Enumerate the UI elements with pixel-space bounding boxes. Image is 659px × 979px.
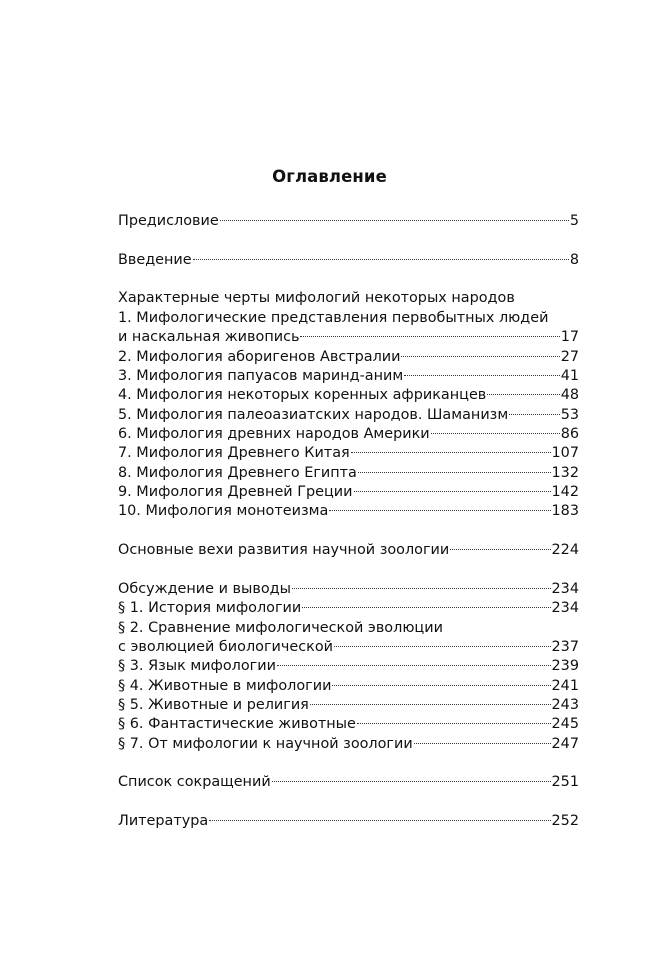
toc-entry-title: 7. Мифология Древнего Китая bbox=[118, 445, 350, 461]
toc-dot-leader bbox=[302, 607, 550, 608]
toc-dot-leader bbox=[310, 704, 551, 705]
toc-page-number: 243 bbox=[551, 697, 579, 713]
toc-entry-title: § 5. Животные и религия bbox=[118, 697, 309, 713]
toc-entry bbox=[118, 367, 579, 386]
toc-entry bbox=[118, 599, 579, 618]
toc-dot-leader bbox=[401, 356, 559, 357]
toc-entry-title: Введение bbox=[118, 252, 192, 268]
toc-dot-leader bbox=[334, 646, 551, 647]
toc-entry bbox=[118, 483, 579, 502]
toc-entry bbox=[118, 309, 579, 328]
toc-entry bbox=[118, 638, 579, 657]
toc-page-number: 247 bbox=[551, 736, 579, 752]
toc-entry bbox=[118, 328, 579, 347]
toc-entry-title: § 6. Фантастические животные bbox=[118, 716, 356, 732]
toc-entry bbox=[118, 580, 579, 599]
toc-entry-title: Список сокращений bbox=[118, 774, 271, 790]
toc-page-number: 142 bbox=[551, 484, 579, 500]
toc-entry bbox=[118, 696, 579, 715]
toc-dot-leader bbox=[414, 743, 551, 744]
toc-page-number: 41 bbox=[560, 368, 579, 384]
toc-entry bbox=[118, 464, 579, 483]
toc-entry-title: Характерные черты мифологий некоторых народов bbox=[118, 290, 515, 306]
toc-page-number: 8 bbox=[569, 252, 579, 268]
toc-entry-title: § 7. От мифологии к научной зоологии bbox=[118, 736, 413, 752]
toc-page-number: 251 bbox=[551, 774, 579, 790]
toc-entry-title: 3. Мифология папуасов маринд-аним bbox=[118, 368, 404, 384]
toc-page-number: 252 bbox=[551, 813, 579, 829]
toc-entry bbox=[118, 735, 579, 754]
toc-entry-title: 10. Мифология монотеизма bbox=[118, 503, 329, 519]
toc-dot-leader bbox=[351, 452, 551, 453]
toc-dot-leader bbox=[431, 433, 560, 434]
toc-dot-leader bbox=[487, 394, 559, 395]
toc-page-number: 48 bbox=[560, 387, 579, 403]
toc-page-number: 234 bbox=[551, 581, 579, 597]
toc-entry-title: Основные вехи развития научной зоологии bbox=[118, 542, 450, 558]
toc-dot-leader bbox=[358, 472, 551, 473]
toc-entry bbox=[118, 715, 579, 734]
toc-page-number: 17 bbox=[560, 329, 579, 345]
toc-entry bbox=[118, 212, 579, 231]
toc-entry-title: 9. Мифология Древней Греции bbox=[118, 484, 353, 500]
toc-entry-title: 1. Мифологические представления первобытных людей bbox=[118, 310, 549, 326]
toc-dot-leader bbox=[329, 510, 550, 511]
toc-entry-title: Обсуждение и выводы bbox=[118, 581, 291, 597]
toc-entry-title: и наскальная живопись bbox=[118, 329, 300, 345]
toc-entry-title: 8. Мифология Древнего Египта bbox=[118, 465, 357, 481]
toc-page-number: 53 bbox=[560, 407, 579, 423]
toc-dot-leader bbox=[220, 220, 569, 221]
toc-page-number: 107 bbox=[551, 445, 579, 461]
toc-entry-title: 2. Мифология аборигенов Австралии bbox=[118, 349, 401, 365]
toc-entry-title: § 1. История мифологии bbox=[118, 600, 302, 616]
toc-entry bbox=[118, 773, 579, 792]
toc-entry-title: § 4. Животные в мифологии bbox=[118, 678, 332, 694]
toc-entry-title: Предисловие bbox=[118, 213, 219, 229]
toc-entry-title: 6. Мифология древних народов Америки bbox=[118, 426, 430, 442]
toc-dot-leader bbox=[509, 414, 560, 415]
toc-entry-title: Литература bbox=[118, 813, 209, 829]
toc-entry-title: с эволюцией биологической bbox=[118, 639, 333, 655]
toc-dot-leader bbox=[300, 336, 559, 337]
toc-dot-leader bbox=[354, 491, 551, 492]
toc-dot-leader bbox=[292, 588, 551, 589]
toc-entry bbox=[118, 812, 579, 831]
toc-page-number: 245 bbox=[551, 716, 579, 732]
toc-dot-leader bbox=[209, 820, 550, 821]
toc-page-number: 239 bbox=[551, 658, 579, 674]
toc-entry bbox=[118, 289, 579, 308]
toc-dot-leader bbox=[272, 781, 551, 782]
toc-page-number: 224 bbox=[551, 542, 579, 558]
toc-entry bbox=[118, 677, 579, 696]
toc-page-number: 234 bbox=[551, 600, 579, 616]
toc-entry bbox=[118, 657, 579, 676]
toc-entry bbox=[118, 251, 579, 270]
toc-entry bbox=[118, 348, 579, 367]
toc-dot-leader bbox=[193, 259, 569, 260]
toc-dot-leader bbox=[450, 549, 550, 550]
toc-entry bbox=[118, 619, 579, 638]
toc-entry-title: § 3. Язык мифологии bbox=[118, 658, 276, 674]
toc-dot-leader bbox=[277, 665, 551, 666]
toc-page-number: 27 bbox=[560, 349, 579, 365]
toc-page-number: 86 bbox=[560, 426, 579, 442]
toc-entry-title: 4. Мифология некоторых коренных африканцев bbox=[118, 387, 487, 403]
toc-entry bbox=[118, 502, 579, 521]
page-title: Оглавление bbox=[272, 167, 387, 186]
toc-entry-title: 5. Мифология палеоазиатских народов. Шаманизм bbox=[118, 407, 509, 423]
toc-page-number: 132 bbox=[551, 465, 579, 481]
toc-entry bbox=[118, 406, 579, 425]
toc-dot-leader bbox=[332, 685, 550, 686]
toc-dot-leader bbox=[404, 375, 559, 376]
toc-entry bbox=[118, 541, 579, 560]
toc-page-number: 5 bbox=[569, 213, 579, 229]
toc-entry bbox=[118, 425, 579, 444]
toc-dot-leader bbox=[357, 723, 551, 724]
toc-entry-title: § 2. Сравнение мифологической эволюции bbox=[118, 620, 443, 636]
toc-page-number: 183 bbox=[551, 503, 579, 519]
toc-entry bbox=[118, 444, 579, 463]
toc-page-number: 241 bbox=[551, 678, 579, 694]
toc-entry bbox=[118, 386, 579, 405]
toc-page-number: 237 bbox=[551, 639, 579, 655]
table-of-contents bbox=[118, 0, 579, 979]
